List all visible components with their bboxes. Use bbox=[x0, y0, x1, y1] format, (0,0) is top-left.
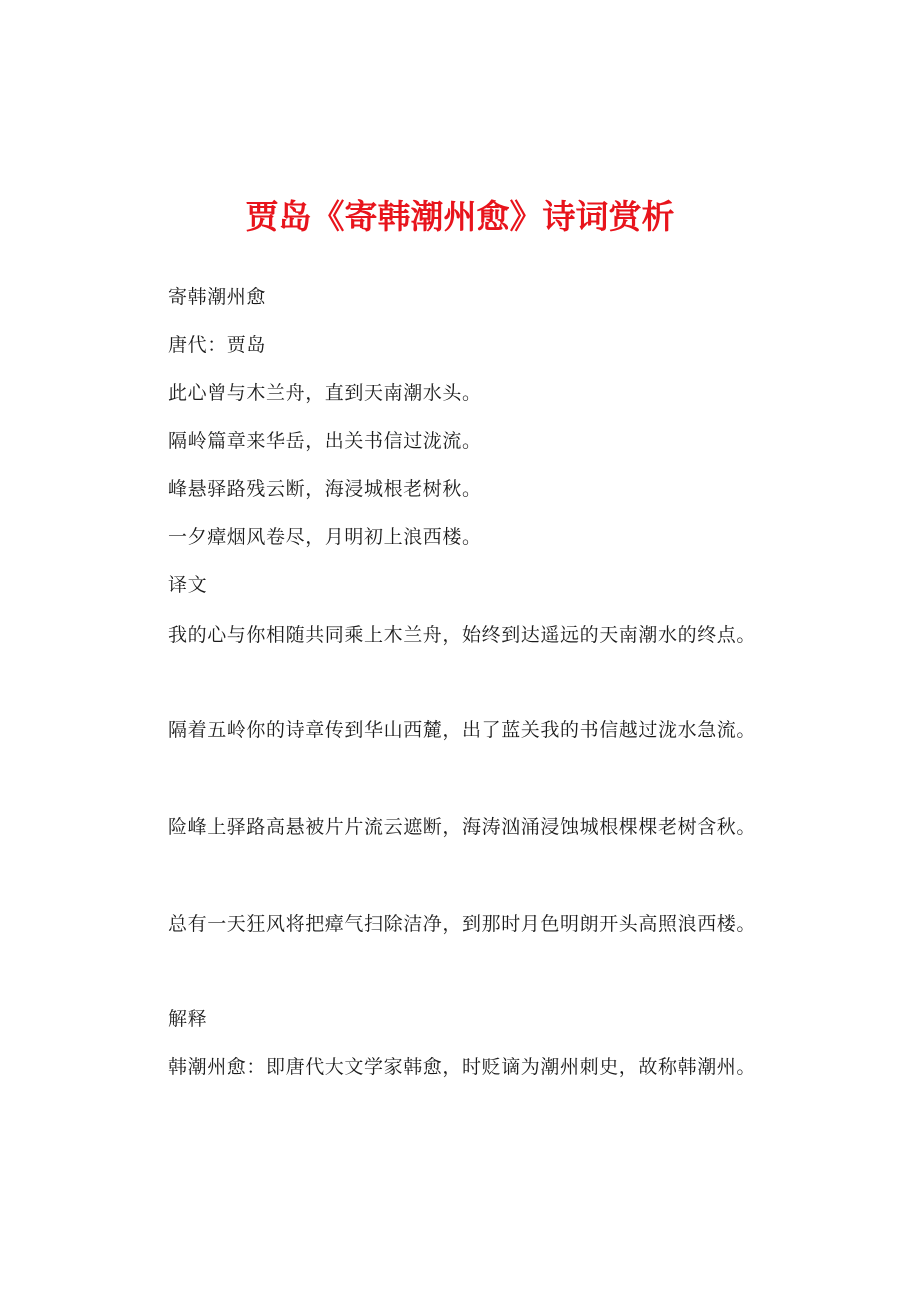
poem-title: 寄韩潮州愈 bbox=[168, 286, 267, 308]
translation-heading: 译文 bbox=[168, 574, 208, 596]
author-line: 唐代：贾岛 bbox=[168, 334, 267, 356]
poem-line: 一夕瘴烟风卷尽，月明初上浪西楼。 bbox=[168, 526, 482, 548]
translation-line: 总有一天狂风将把瘴气扫除洁净，到那时月色明朗开头高照浪西楼。 bbox=[168, 913, 757, 935]
notes-heading: 解释 bbox=[168, 1008, 208, 1030]
poem-line: 隔岭篇章来华岳，出关书信过泷流。 bbox=[168, 430, 482, 452]
poem-line: 峰悬驿路残云断，海浸城根老树秋。 bbox=[168, 478, 482, 500]
notes-line: 韩潮州愈：即唐代大文学家韩愈，时贬谪为潮州刺史，故称韩潮州。 bbox=[168, 1056, 757, 1078]
poem-line: 此心曾与木兰舟，直到天南潮水头。 bbox=[168, 382, 482, 404]
translation-line: 隔着五岭你的诗章传到华山西麓，出了蓝关我的书信越过泷水急流。 bbox=[168, 719, 757, 741]
document-title: 贾岛《寄韩潮州愈》诗词赏析 bbox=[245, 197, 675, 236]
translation-line: 险峰上驿路高悬被片片流云遮断，海涛汹涌浸蚀城根棵棵老树含秋。 bbox=[168, 816, 757, 838]
translation-line: 我的心与你相随共同乘上木兰舟，始终到达遥远的天南潮水的终点。 bbox=[168, 624, 757, 646]
